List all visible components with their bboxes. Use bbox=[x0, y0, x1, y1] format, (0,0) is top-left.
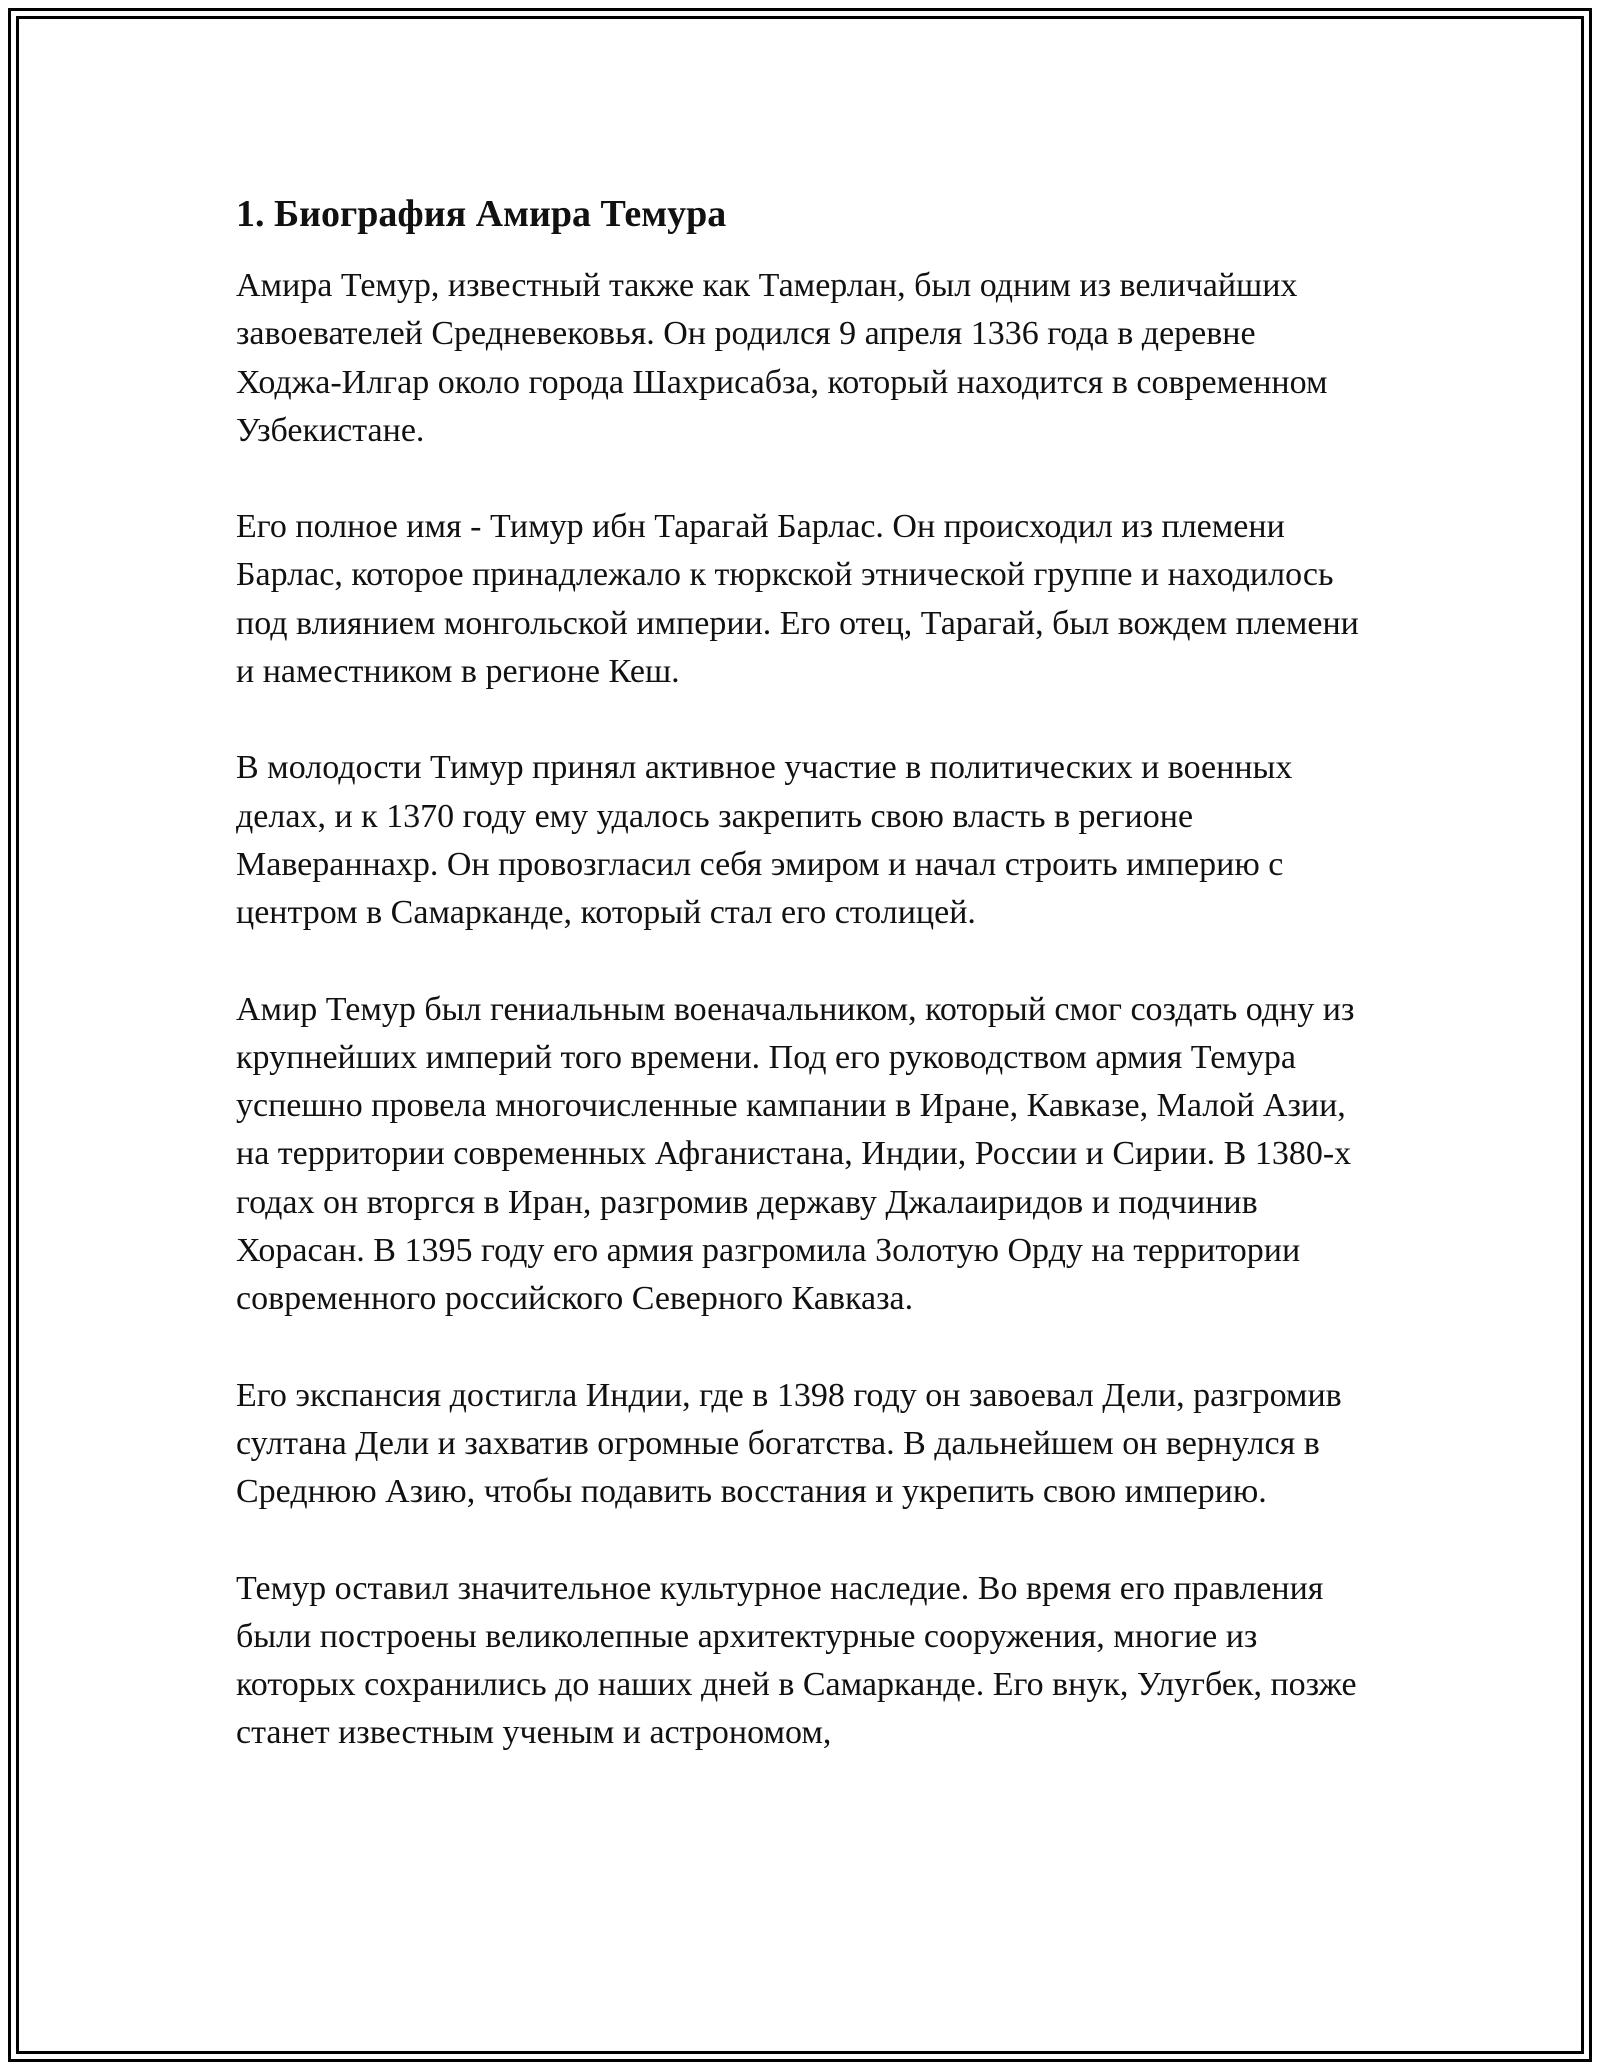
paragraph-origin: Его полное имя - Тимур ибн Тарагай Барлас. Он происходил из племени Барлас, которое принадлежало к тюркской этнической группе и находилось под влиянием монгольской империи. Его отец, Тарагай, был вождем племени и наместником в регионе Кеш. bbox=[236, 508, 1359, 691]
paragraph-india: Его экспансия достигла Индии, где в 1398 году он завоевал Дели, разгромив султана Дели и захватив огромные богатства. В дальнейшем он вернулся в Среднюю Азию, чтобы подавить восстания и укрепить свою империю. bbox=[236, 1376, 1342, 1511]
paragraph-legacy: Темур оставил значительное культурное наследие. Во время его правления были построены великолепные архитектурные сооружения, многие из которых сохранились до наших дней в Самарканде. Его внук, Улугбек, позже станет известным ученым и астрономом, bbox=[236, 1569, 1357, 1752]
paragraph-youth: В молодости Тимур принял активное участие в политических и военных делах, и к 1370 году ему удалось закрепить свою власть в регионе Мавераннахр. Он провозгласил себя эмиром и начал строить империю с центром в Самарканде, который стал его столицей. bbox=[236, 749, 1293, 932]
section-title: 1. Биография Амира Темура bbox=[236, 193, 727, 235]
paragraph-campaigns: Амир Темур был гениальным военачальником, который смог создать одну из крупнейших империй того времени. Под его руководством армия Темура успешно провела многочисленные кампании в Иране, Кавказе, Малой Азии, на территории современных Афганистана, Индии, России и Сирии. В 1380-х годах он вторгся в Иран, разгромив державу Джалаиридов и подчинив Хорасан. В 1395 году его армия разгромила Золотую Орду на территории современного российского Северного Кавказа. bbox=[236, 990, 1355, 1318]
document-body bbox=[236, 186, 1366, 1806]
paragraph-birth: Амира Темур, известный также как Тамерлан, был одним из величайших завоевателей Средневековья. Он родился 9 апреля 1336 года в деревне Ходжа-Илгар около города Шахрисабза, который находится в современном Узбекистане. bbox=[236, 267, 1328, 449]
